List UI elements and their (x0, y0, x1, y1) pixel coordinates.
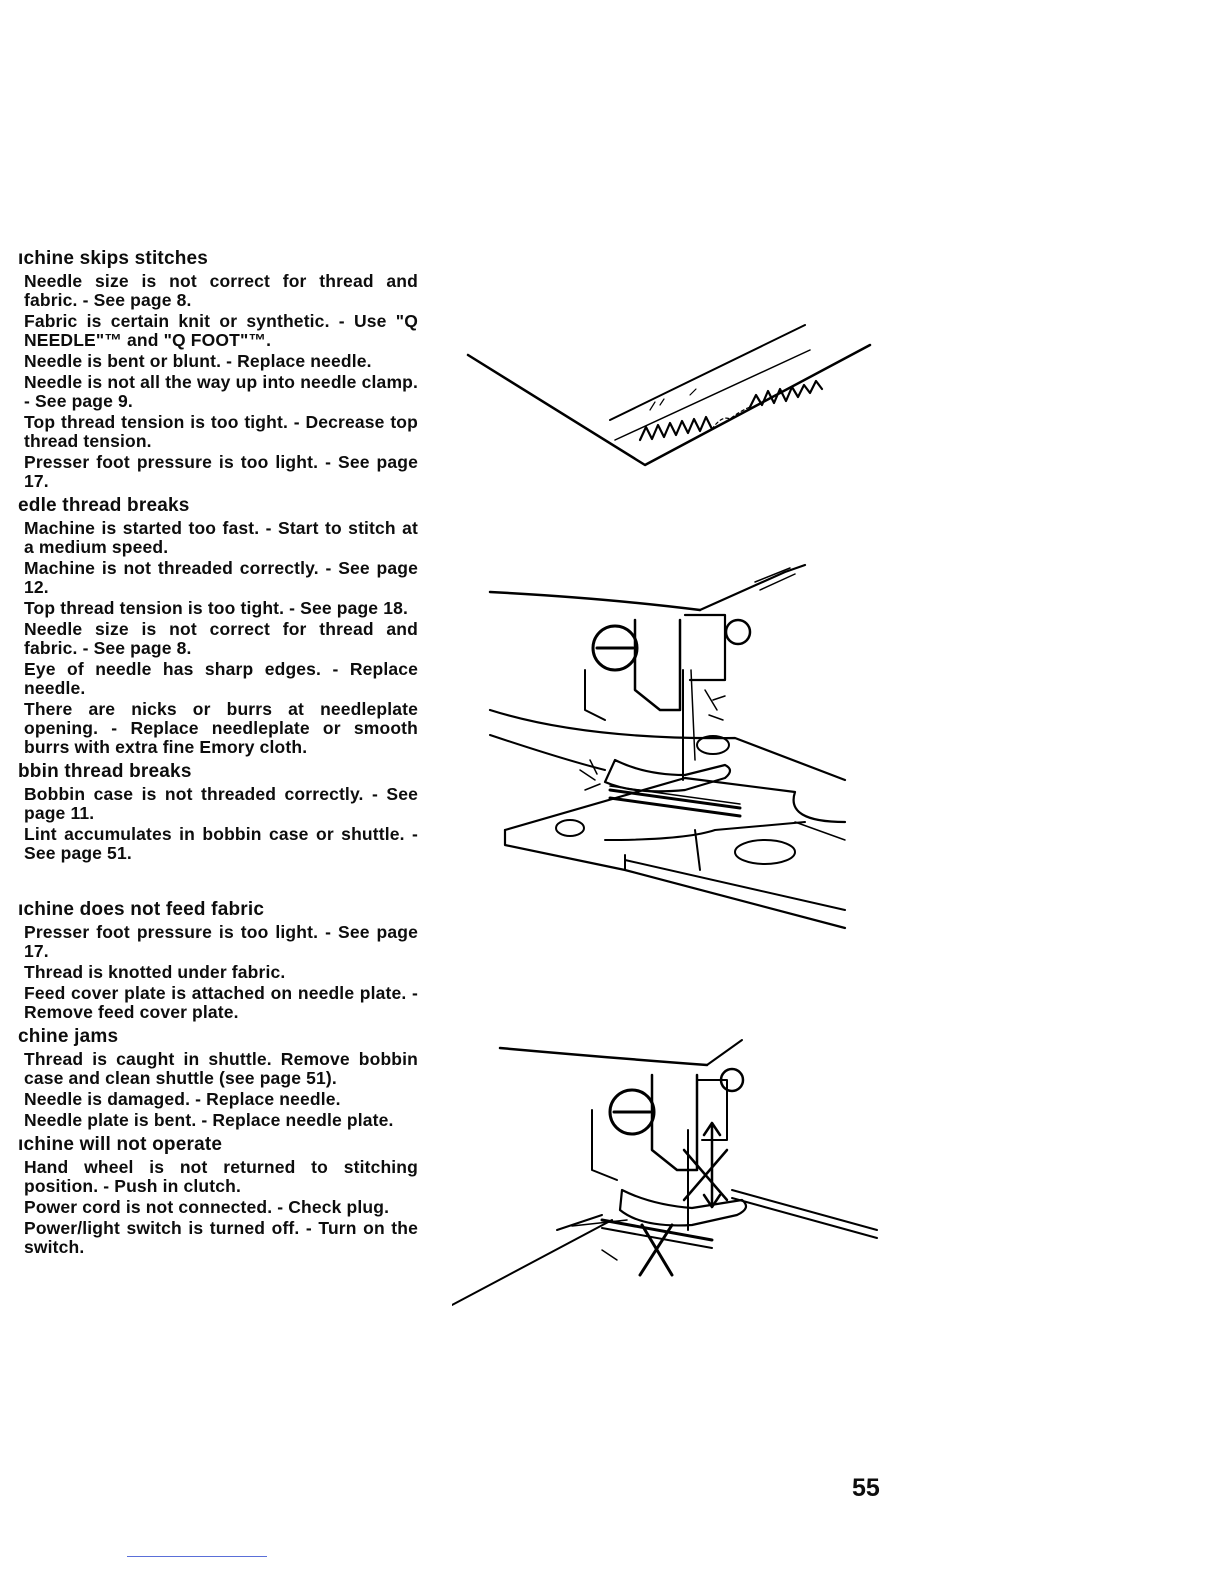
list-item: Needle plate is bent. - Replace needle plate. (24, 1110, 394, 1130)
list-item: Needle is damaged. - Replace needle. (24, 1089, 341, 1109)
section-heading: bbin thread breaks (18, 761, 192, 782)
list-item: Needle is not all the way up into needle clamp. - See page 9. (24, 372, 418, 411)
list-item: Lint accumulates in bobbin case or shuttle. - See page 51. (24, 824, 418, 863)
list-item: Thread is caught in shuttle. Remove bobbin case and clean shuttle (see page 51). (24, 1049, 418, 1088)
list-item: Feed cover plate is attached on needle plate. - Remove feed cover plate. (24, 983, 418, 1022)
list-item: Eye of needle has sharp edges. - Replace needle. (24, 659, 418, 698)
needle-thread-break-illustration (485, 560, 855, 940)
section-heading: edle thread breaks (18, 495, 190, 516)
section-heading: chine jams (18, 1026, 119, 1047)
list-item: There are nicks or burrs at needleplate opening. - Replace needleplate or smooth burrs with extra fine Emory cloth. (24, 699, 418, 757)
section-machine-jams (18, 1026, 418, 1130)
fabric-not-feeding-illustration (452, 1030, 882, 1320)
list-item: Needle is bent or blunt. - Replace needle. (24, 351, 372, 371)
section-skips-stitches (18, 248, 418, 491)
list-item: Presser foot pressure is too light. - See page 17. (24, 922, 418, 961)
list-item: Top thread tension is too tight. - See page 18. (24, 598, 408, 618)
list-item: Needle size is not correct for thread and fabric. - See page 8. (24, 619, 418, 658)
section-does-not-feed-fabric (18, 899, 418, 1022)
list-item: Presser foot pressure is too light. - See page 17. (24, 452, 418, 491)
section-needle-thread-breaks (18, 495, 418, 757)
list-item: Fabric is certain knit or synthetic. - Use "Q NEEDLE"™ and "Q FOOT"™. (24, 311, 418, 350)
list-item: Power/light switch is turned off. - Turn on the switch. (24, 1218, 418, 1257)
section-bobbin-thread-breaks (18, 761, 418, 863)
list-item: Machine is not threaded correctly. - See page 12. (24, 558, 418, 597)
section-heading: ıchine skips stitches (18, 248, 209, 269)
page-number: 55 (852, 1474, 880, 1502)
troubleshooting-text-column (18, 248, 418, 1261)
list-item: Power cord is not connected. - Check plug. (24, 1197, 390, 1217)
list-item: Thread is knotted under fabric. (24, 962, 286, 982)
skipped-stitch-fabric-illustration (460, 315, 880, 485)
section-will-not-operate (18, 1134, 418, 1257)
list-item: Needle size is not correct for thread and fabric. - See page 8. (24, 271, 418, 310)
list-item: Top thread tension is too tight. - Decrease top thread tension. (24, 412, 418, 451)
section-heading: ıchine does not feed fabric (18, 899, 265, 920)
list-item: Bobbin case is not threaded correctly. - See page 11. (24, 784, 418, 823)
footer-divider (127, 1556, 267, 1557)
list-item: Hand wheel is not returned to stitching position. - Push in clutch. (24, 1157, 418, 1196)
section-heading: ıchine will not operate (18, 1134, 223, 1155)
list-item: Machine is started too fast. - Start to stitch at a medium speed. (24, 518, 418, 557)
